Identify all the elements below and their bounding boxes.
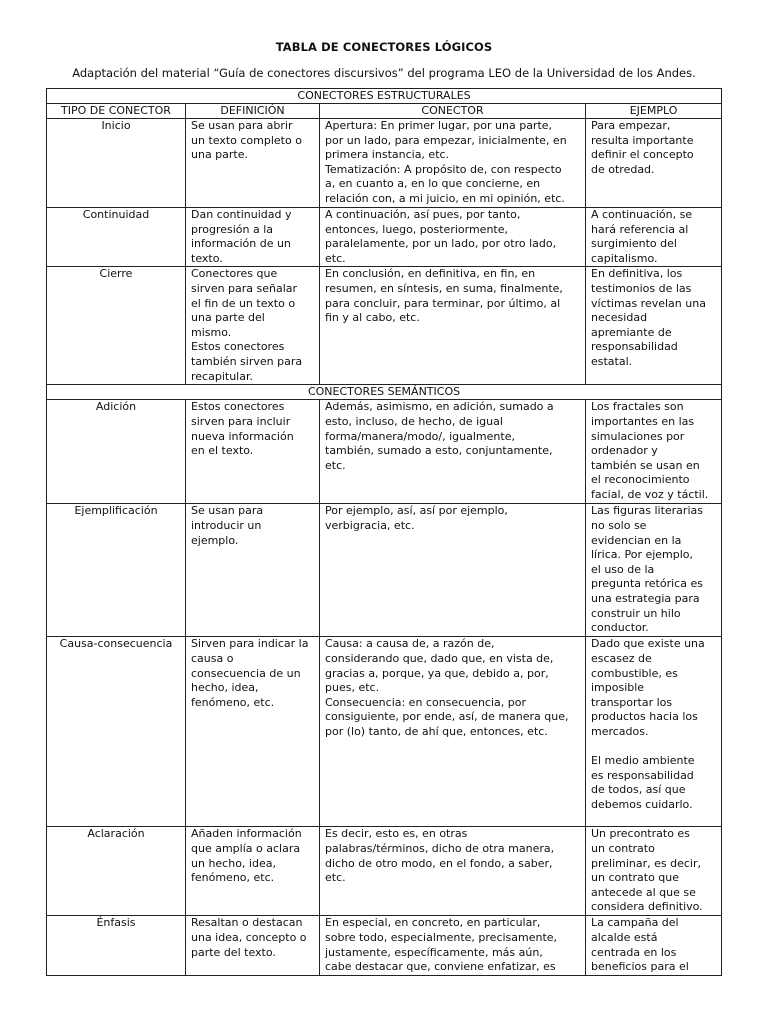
section-header-row	[47, 385, 722, 400]
ejemplo-cell: Los fractales son importantes en las simulaciones por ordenador y también se usan en el reconocimiento facial, de voz y táctil.	[586, 400, 722, 504]
definicion-cell: Dan continuidad y progresión a la información de un texto.	[186, 208, 320, 267]
definicion-cell: Resaltan o destacan una idea, concepto o parte del texto.	[186, 916, 320, 976]
column-header-ejemplo: EJEMPLO	[586, 104, 722, 119]
definicion-cell: Se usan para abrir un texto completo o una parte.	[186, 119, 320, 208]
conector-cell: Además, asimismo, en adición, sumado a esto, incluso, de hecho, de igual forma/manera/modo/, igualmente, también, sumado a esto, conjuntamente, etc.	[320, 400, 586, 504]
conector-cell: Es decir, esto es, en otras palabras/términos, dicho de otra manera, dicho de otro modo, en el fondo, a saber, etc.	[320, 827, 586, 916]
tipo-cell: Inicio	[47, 119, 186, 208]
table-row	[47, 916, 722, 976]
ejemplo-cell: Para empezar, resulta importante definir el concepto de otredad.	[586, 119, 722, 208]
table-row	[47, 119, 722, 208]
conector-cell: A continuación, así pues, por tanto, entonces, luego, posteriormente, paralelamente, por un lado, por otro lado, etc.	[320, 208, 586, 267]
conector-cell: En conclusión, en definitiva, en fin, en resumen, en síntesis, en suma, finalmente, para concluir, para terminar, por último, al fin y al cabo, etc.	[320, 267, 586, 385]
tipo-cell: Continuidad	[47, 208, 186, 267]
table-row	[47, 827, 722, 916]
table-row	[47, 504, 722, 637]
tipo-cell: Énfasis	[47, 916, 186, 976]
tipo-cell: Adición	[47, 400, 186, 504]
tipo-cell: Cierre	[47, 267, 186, 385]
section-structural-title: CONECTORES ESTRUCTURALES	[47, 89, 722, 104]
column-header-row	[47, 104, 722, 119]
column-header-definicion: DEFINICIÓN	[186, 104, 320, 119]
definicion-cell: Estos conectores sirven para incluir nueva información en el texto.	[186, 400, 320, 504]
tipo-cell: Aclaración	[47, 827, 186, 916]
document-subtitle: Adaptación del material “Guía de conectores discursivos” del programa LEO de la Universidad de los Andes.	[72, 66, 696, 80]
ejemplo-cell: Las figuras literarias no solo se evidencian en la lírica. Por ejemplo, el uso de la pregunta retórica es una estrategia para construir un hilo conductor.	[586, 504, 722, 637]
conector-cell: Causa: a causa de, a razón de, considerando que, dado que, en vista de, gracias a, porque, ya que, debido a, por, pues, etc. Consecuencia: en consecuencia, por consiguiente, por ende, así, de manera que, por (lo) tanto, de ahí que, entonces, etc.	[320, 637, 586, 827]
definicion-cell: Sirven para indicar la causa o consecuencia de un hecho, idea, fenómeno, etc.	[186, 637, 320, 827]
conector-cell: Por ejemplo, así, así por ejemplo, verbigracia, etc.	[320, 504, 586, 637]
section-header-row	[47, 89, 722, 104]
tipo-cell: Causa-consecuencia	[47, 637, 186, 827]
column-header-conector: CONECTOR	[320, 104, 586, 119]
connectors-table	[46, 88, 722, 976]
definicion-cell: Se usan para introducir un ejemplo.	[186, 504, 320, 637]
conector-cell: En especial, en concreto, en particular, sobre todo, especialmente, precisamente, justamente, específicamente, más aún, cabe destacar que, conviene enfatizar, es	[320, 916, 586, 976]
table-row	[47, 637, 722, 827]
table-row	[47, 208, 722, 267]
column-header-tipo: TIPO DE CONECTOR	[47, 104, 186, 119]
section-semantic-title: CONECTORES SEMÁNTICOS	[47, 385, 722, 400]
document-title: TABLA DE CONECTORES LÓGICOS	[275, 40, 493, 54]
ejemplo-cell	[586, 637, 722, 827]
ejemplo-cell: La campaña del alcalde está centrada en los beneficios para el	[586, 916, 722, 976]
conector-cell: Apertura: En primer lugar, por una parte, por un lado, para empezar, inicialmente, en primera instancia, etc. Tematización: A propósito de, con respecto a, en cuanto a, en lo que concierne, en relación con, a mi juicio, en mi opinión, etc.	[320, 119, 586, 208]
table-row	[47, 400, 722, 504]
ejemplo-cell: Un precontrato es un contrato preliminar, es decir, un contrato que antecede al que se considera definitivo.	[586, 827, 722, 916]
definicion-cell: Añaden información que amplía o aclara un hecho, idea, fenómeno, etc.	[186, 827, 320, 916]
ejemplo-text: Dado que existe una escasez de combustible, es imposible transportar los productos hacia los mercados.	[591, 637, 705, 738]
definicion-cell: Conectores que sirven para señalar el fin de un texto o una parte del mismo. Estos conectores también sirven para recapitular.	[186, 267, 320, 385]
ejemplo-cell: En definitiva, los testimonios de las víctimas revelan una necesidad apremiante de responsabilidad estatal.	[586, 267, 722, 385]
table-row	[47, 267, 722, 385]
ejemplo-cell: A continuación, se hará referencia al surgimiento del capitalismo.	[586, 208, 722, 267]
ejemplo-text-2: El medio ambiente es responsabilidad de todos, así que debemos cuidarlo.	[591, 754, 695, 811]
tipo-cell: Ejemplificación	[47, 504, 186, 637]
